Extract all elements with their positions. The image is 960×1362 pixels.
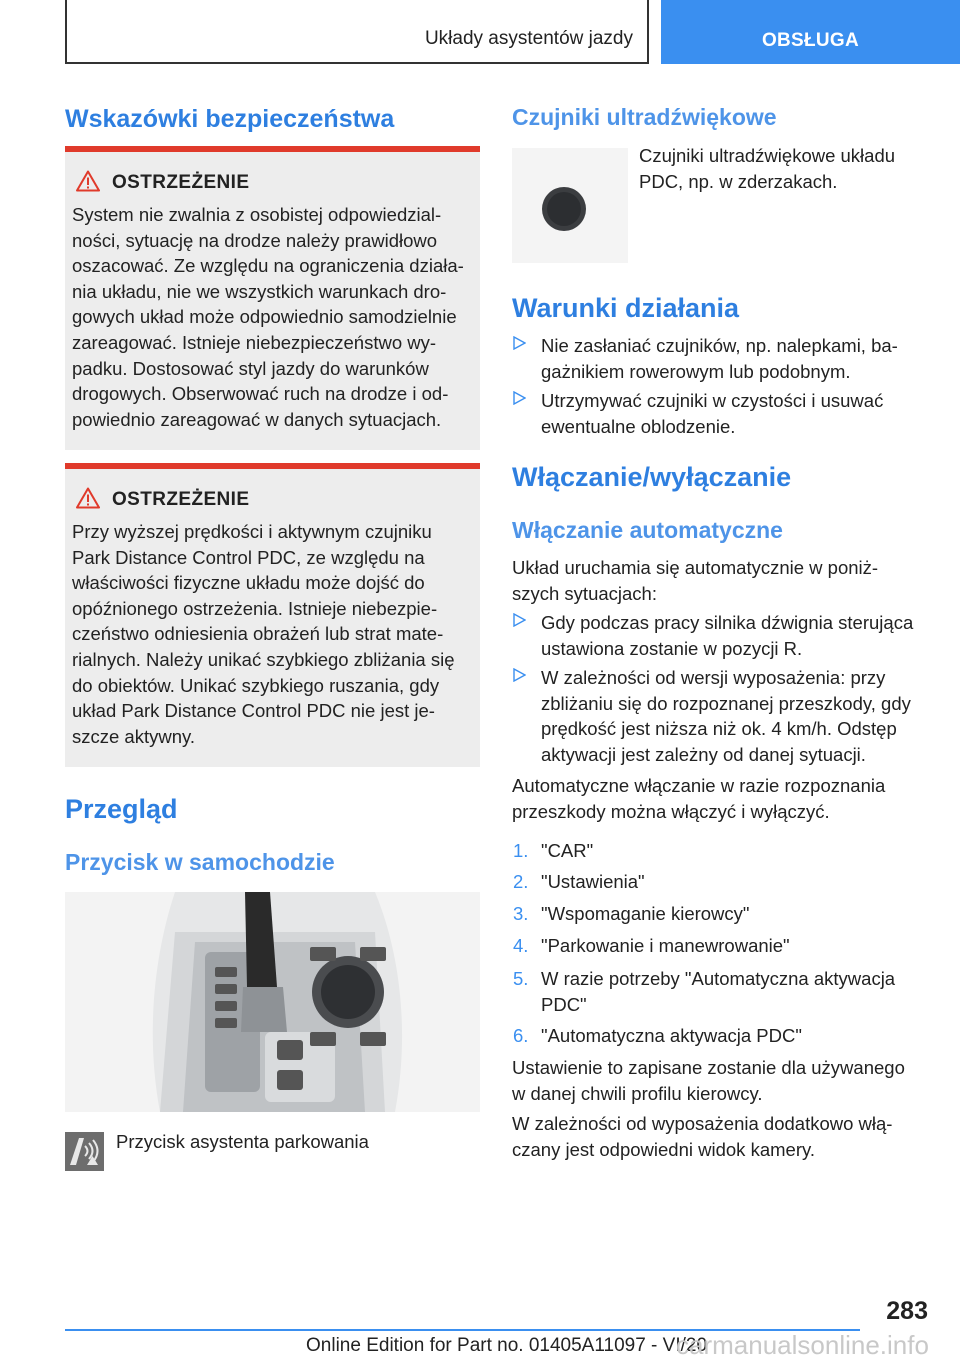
center-console-image <box>65 892 480 1112</box>
list-item: W zależności od wersji wyposażenia: przy zbliżaniu się do rozpoznanej przeszkody, gdy prędkość jest niższa niż ok. 4 km/h. Odstęp aktywacji jest zależny od danej sytuacji. <box>513 665 933 767</box>
watermark-brand: carmanualsonline.info <box>676 1330 929 1360</box>
auto-note: Automatyczne włączanie w razie rozpoznania przeszkody można włączyć i wyłączyć. <box>512 775 886 822</box>
warning-triangle-icon <box>76 487 100 509</box>
header-section-box <box>65 0 649 64</box>
list-item: Utrzymywać czujniki w czystości i usuwać ewentualne oblodzenie. <box>513 388 933 439</box>
triangle-bullet-icon <box>513 336 526 350</box>
list-item: 1. "CAR" <box>513 840 594 861</box>
onoff-heading: Włączanie/wyłączanie <box>512 462 792 492</box>
section-title: Układy asystentów jazdy <box>424 28 633 49</box>
triangle-bullet-icon <box>513 668 526 682</box>
list-item: Gdy podczas pracy silnika dźwignia sterująca ustawiona zostanie w pozycji R. <box>513 610 933 661</box>
safety-heading: Wskazówki bezpieczeństwa <box>65 105 395 133</box>
list-item: 5. W razie potrzeby "Automatyczna aktywacja PDC" <box>513 968 896 1015</box>
triangle-bullet-icon <box>513 613 526 627</box>
list-item: 6. "Automatyczna aktywacja PDC" <box>513 1025 802 1046</box>
list-item: 2. "Ustawienia" <box>513 871 645 892</box>
warning-title: OSTRZEŻENIE <box>112 489 250 510</box>
list-item: Nie zasłaniać czujników, np. nalepkami, ba- gażnikiem rowerowym lub podobnym. <box>513 333 933 384</box>
auto-subheading: Włączanie automatyczne <box>512 517 783 543</box>
overview-heading: Przegląd <box>65 794 178 824</box>
sensor-illustration <box>512 148 628 263</box>
auto-intro: Układ uruchamia się automatycznie w poniż- szych sytuacjach: <box>512 557 879 604</box>
chapter-tab-label: OBSŁUGA <box>761 30 860 51</box>
list-item: 3. "Wspomaganie kierowcy" <box>513 903 750 924</box>
profile-note: Ustawienie to zapisane zostanie dla używanego w danej chwili profilu kierowcy. <box>512 1057 905 1104</box>
triangle-bullet-icon <box>513 391 526 405</box>
park-assist-button-icon <box>65 1132 104 1171</box>
parking-sensor-icon <box>65 1132 104 1171</box>
warning-text: System nie zwalnia z osobistej odpowiedzial- ności, sytuację na drodze należy prawidłowo oszacować. Ze względu na ograniczenia działa- nia układu, nie we wszystkich warunkach dro- gowych układ może odpowiednio samodzielnie zareagować. Istnieje niebezpieczeństwo wy- padku. Dostosować styl jazdy do warunków drogowych. Obserwować ruch na drodze i od- powiednio zareagować w danych sytuacjach. <box>72 204 464 430</box>
list-item: 4. "Parkowanie i manewrowanie" <box>513 935 790 956</box>
center-console-illustration <box>65 892 480 1112</box>
warning-box-2 <box>65 463 480 767</box>
button-subheading: Przycisk w samochodzie <box>65 849 335 875</box>
warning-title: OSTRZEŻENIE <box>112 172 250 193</box>
button-caption: Przycisk asystenta parkowania <box>116 1131 369 1152</box>
page-number: 283 <box>886 1297 928 1325</box>
warning-triangle-icon <box>76 170 100 192</box>
sensors-caption: Czujniki ultradźwiękowe układu PDC, np. w zderzakach. <box>639 145 896 192</box>
ultrasonic-sensor-image <box>512 148 628 263</box>
camera-note: W zależności od wyposażenia dodatkowo włą- czany jest odpowiedni widok kamery. <box>512 1113 893 1160</box>
conditions-heading: Warunki działania <box>512 293 740 323</box>
chapter-tab <box>661 0 960 64</box>
sensors-heading: Czujniki ultradźwiękowe <box>512 104 777 130</box>
warning-text: Przy wyższej prędkości i aktywnym czujniku Park Distance Control PDC, ze względu na właściwości fizyczne układu może dojść do opóźnionego ostrzeżenia. Istnieje niebezpie- czeństwo odniesienia obrażeń lub strat mate- rialnych. Należy unikać szybkiego zbliżania się do obiektów. Unikać szybkiego ruszania, gdy układ Park Distance Control PDC nie jest je- szcze aktywny. <box>72 521 455 747</box>
warning-box-1 <box>65 146 480 450</box>
edition-note: Online Edition for Part no. 01405A11097 - VI/20 <box>306 1335 708 1356</box>
